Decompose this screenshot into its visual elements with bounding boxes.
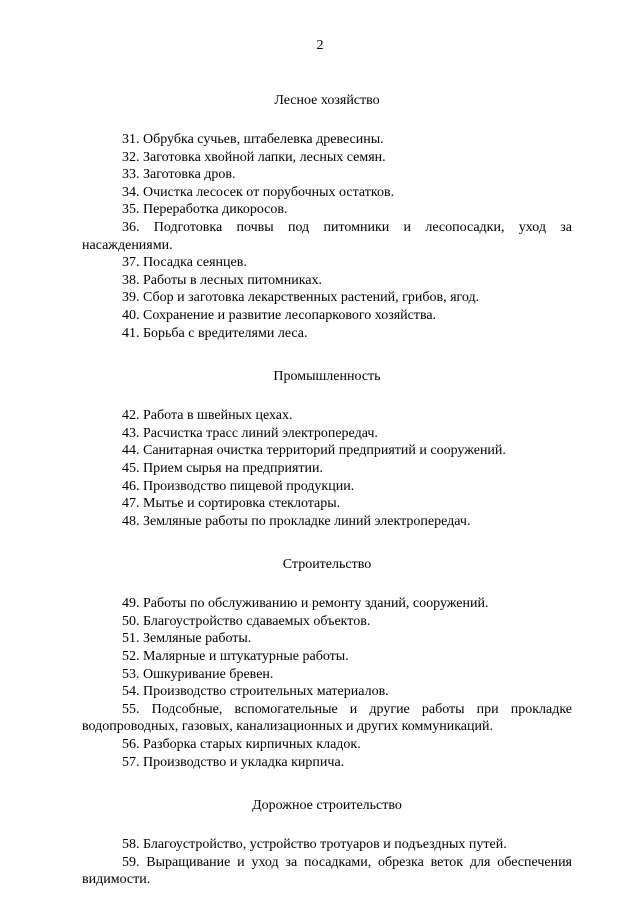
section-title: Дорожное строительство (252, 798, 402, 814)
list-item: 42. Работа в швейных цехах. (122, 408, 293, 424)
section-title: Лесное хозяйство (274, 93, 380, 108)
section-title: Промышленность (273, 369, 381, 385)
list-item: 45. Прием сырья на предприятии. (122, 460, 323, 476)
section-title: Строительство (282, 557, 372, 573)
list-item: 41. Борьба с вредителями леса. (122, 325, 308, 341)
list-item: 37. Посадка сеянцев. (122, 255, 247, 271)
section-items (82, 407, 572, 530)
section-items (82, 836, 572, 889)
list-item: 59. Выращивание и уход за посадками, обрезка веток для обеспечения видимости. (82, 854, 572, 888)
page-number: 2 (316, 38, 324, 53)
list-item: 58. Благоустройство, устройство тротуаров и подъездных путей. (122, 837, 507, 853)
section-forestry (82, 92, 572, 342)
list-item: 46. Производство пищевой продукции. (122, 478, 355, 494)
list-item: 33. Заготовка дров. (122, 167, 236, 183)
section-items (82, 595, 572, 771)
list-item: 57. Производство и укладка кирпича. (122, 754, 345, 770)
list-item: 50. Благоустройство сдаваемых объектов. (122, 613, 371, 629)
list-item: 53. Ошкуривание бревен. (122, 666, 274, 682)
list-item: 31. Обрубка сучьев, штабелевка древесины. (122, 132, 384, 147)
list-item: 36. Подготовка почвы под питомники и лесопосадки, уход за насаждениями. (82, 219, 572, 253)
list-item: 52. Малярные и штукатурные работы. (122, 649, 349, 665)
section-road-construction (82, 797, 572, 889)
document-body (82, 92, 572, 889)
list-item: 55. Подсобные, вспомогательные и другие работы при прокладке водопроводных, газовых, канализационных и других коммуникаций. (82, 701, 572, 735)
section-gap (82, 771, 572, 797)
list-item: 32. Заготовка хвойной лапки, лесных семян. (122, 149, 386, 165)
list-item: 38. Работы в лесных питомниках. (122, 272, 323, 288)
list-item: 54. Производство строительных материалов. (122, 684, 389, 700)
section-items (82, 131, 572, 342)
section-industry (82, 368, 572, 530)
list-item: 39. Сбор и заготовка лекарственных растений, грибов, ягод. (122, 290, 480, 306)
section-construction (82, 556, 572, 771)
list-item: 34. Очистка лесосек от порубочных остатков. (122, 184, 395, 200)
list-item: 49. Работы по обслуживанию и ремонту зданий, сооружений. (122, 596, 489, 612)
list-item: 35. Переработка дикоросов. (122, 202, 288, 218)
list-item: 47. Мытье и сортировка стеклотары. (122, 496, 341, 512)
list-item: 43. Расчистка трасс линий электропередач. (122, 425, 378, 441)
list-item: 56. Разборка старых кирпичных кладок. (122, 737, 361, 753)
list-item: 51. Земляные работы. (122, 631, 252, 647)
section-gap (82, 342, 572, 368)
list-item: 48. Земляные работы по прокладке линий электропередач. (122, 513, 471, 529)
list-item: 44. Санитарная очистка территорий предприятий и сооружений. (122, 443, 506, 459)
section-gap (82, 530, 572, 556)
list-item: 40. Сохранение и развитие лесопаркового хозяйства. (122, 307, 437, 323)
